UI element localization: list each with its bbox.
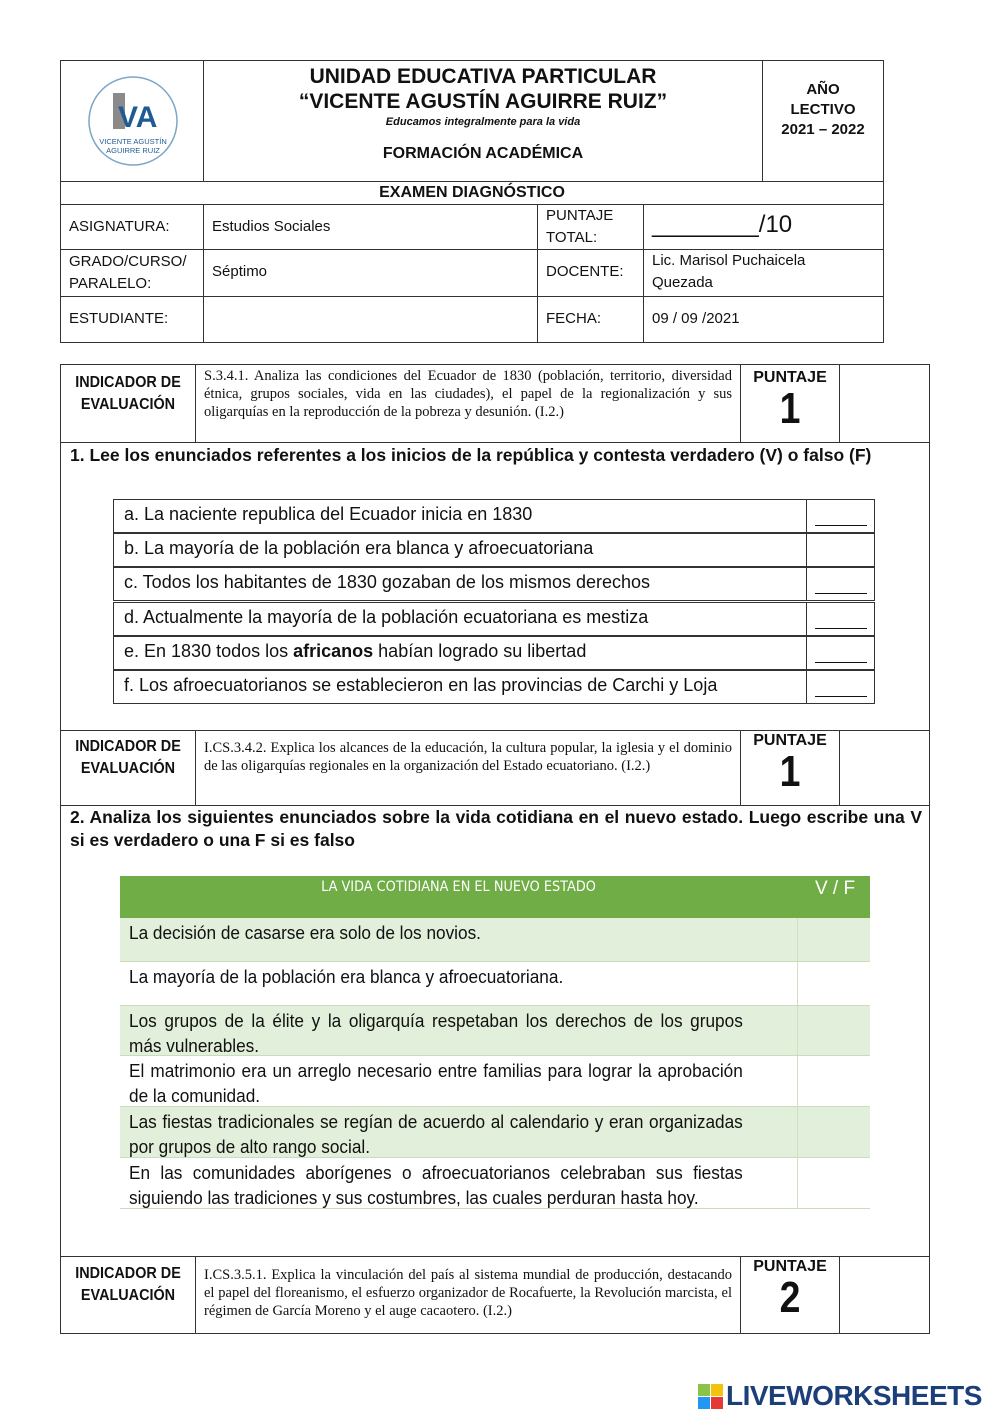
teacher-label: DOCENTE: [537,249,644,297]
statement-text: La decisión de casarse era solo de los novios. [129,922,481,943]
vf-answer-field[interactable] [797,1056,870,1106]
vf-answer-field[interactable] [797,1107,870,1157]
indicator-text: I.CS.3.4.2. Explica los alcances de la educación, la cultura popular, la iglesia y el dominio de las oligarquías regionales en la organización del Estado ecuatoriano. (I.2.) [195,730,741,806]
live-icon [698,1384,723,1409]
vida-table-row [120,1056,870,1107]
vida-table-row [120,962,870,1006]
school-header [203,60,763,182]
question-2-title: 2. Analiza los siguientes enunciados sobre la vida cotidiana en el nuevo estado. Luego escribe una V si es verdadero o una F si es falso [70,807,922,850]
indicator-score: PUNTAJE 2 [740,1256,840,1334]
table-title: LA VIDA COTIDIANA EN EL NUEVO ESTADO [321,879,596,895]
school-year [762,60,884,182]
indicator-text: I.CS.3.5.1. Explica la vinculación del país al sistema mundial de producción, destacando el papel del floreanismo, el esfuerzo organizador de Rocafuerte, la Revolución marcista, el régimen de García Moreno y el auge cacaotero. (I.2.) [195,1256,741,1334]
student-label: ESTUDIANTE: [60,296,204,343]
year-label: LECTIVO [790,101,856,118]
vida-table-row [120,918,870,962]
statement-text: b. La mayoría de la población era blanca y afroecuatoriana [124,538,594,559]
exam-title: EXAMEN DIAGNÓSTICO [60,181,884,205]
subject-value: Estudios Sociales [203,204,538,250]
answer-field[interactable] [806,568,875,600]
school-name-line2: “VICENTE AGUSTÍN AGUIRRE RUIZ” [298,90,668,113]
vida-table-header [120,876,870,918]
statement-text: El matrimonio era un arreglo necesario entre familias para lograr la aprobación de la comunidad. [129,1060,743,1106]
watermark-text: LIVEWORKSHEETS [726,1380,982,1411]
score-field[interactable] [839,1256,930,1334]
svg-text:VICENTE AGUSTÍN: VICENTE AGUSTÍN [99,137,167,146]
statement-text: En las comunidades aborígenes o afroecuatorianos celebraban sus fiestas siguiendo las tradiciones y sus costumbres, las cuales perduran hasta hoy. [129,1162,743,1208]
statement-row [113,499,875,533]
school-name-line1: UNIDAD EDUCATIVA PARTICULAR [309,65,657,88]
answer-field[interactable] [806,534,875,566]
statement-text: a. La naciente republica del Ecuador inicia en 1830 [124,504,533,524]
statement-text: e. En 1830 todos los africanos habían logrado su libertad [124,640,587,661]
grade-value: Séptimo [203,249,538,297]
department: FORMACIÓN ACADÉMICA [382,145,584,162]
student-name-field[interactable] [203,296,538,343]
vf-answer-field[interactable] [797,918,870,961]
question-1-title: 1. Lee los enunciados referentes a los inicios de la república y contesta verdadero (V) o falso (F) [70,445,872,465]
statement-row [113,602,875,636]
statement-text: Los grupos de la élite y la oligarquía respetaban los derechos de los grupos más vulnerables. [129,1010,743,1056]
statement-row [113,567,875,601]
school-motto: Educamos integralmente para la vida [385,116,581,128]
statement-text: f. Los afroecuatorianos se establecieron en las provincias de Carchi y Loja [124,675,718,695]
vf-answer-field[interactable] [797,962,870,1005]
vida-table-row [120,1107,870,1158]
logo-initials: VA [118,101,158,134]
date-label: FECHA: [537,296,644,343]
logo-cell [60,60,204,182]
answer-field[interactable] [806,637,875,669]
indicator-text: S.3.4.1. Analiza las condiciones del Ecuador de 1830 (población, territorio, diversidad étnica, grupos sociales, vida en las ciudades), el papel de la regionalización y sus oligarquías en la reproducción de la pobreza y desunión. (I.2.) [195,364,741,443]
statement-text: Las fiestas tradicionales se regían de acuerdo al calendario y eran organizadas por grupos de alto rango social. [129,1111,743,1157]
statement-row [113,533,875,567]
vf-answer-field[interactable] [797,1006,870,1055]
vida-table-row [120,1158,870,1209]
statement-text: d. Actualmente la mayoría de la población ecuatoriana es mestiza [124,606,649,627]
answer-field[interactable] [806,500,875,532]
indicator-label: INDICADOR DE EVALUACIÓN [60,1256,196,1334]
date-value: 09 / 09 /2021 [643,296,884,343]
statement-text: c. Todos los habitantes de 1830 gozaban de los mismos derechos [124,572,650,593]
total-score-field[interactable]: ________/10 [643,204,884,250]
indicator-score: PUNTAJE 1 [740,364,840,443]
teacher-value: Lic. Marisol Puchaicela Quezada [643,249,884,297]
indicator-label: INDICADOR DE EVALUACIÓN [60,364,196,443]
statement-row [113,670,875,704]
year-label: AÑO [806,81,840,98]
statement-text: La mayoría de la población era blanca y afroecuatoriana. [129,966,564,987]
indicator-score: PUNTAJE 1 [740,730,840,806]
statement-row [113,636,875,670]
vf-header: V / F [814,878,856,899]
subject-label: ASIGNATURA: [60,204,204,250]
svg-text:AGUIRRE RUIZ: AGUIRRE RUIZ [106,146,160,155]
score-field[interactable] [839,730,930,806]
answer-field[interactable] [806,603,875,635]
year-value: 2021 – 2022 [781,121,865,138]
score-field[interactable] [839,364,930,443]
liveworksheets-logo [698,1380,982,1412]
indicator-label: INDICADOR DE EVALUACIÓN [60,730,196,806]
score-label: PUNTAJE TOTAL: [537,204,644,250]
vida-table-row [120,1006,870,1056]
school-logo [61,61,203,181]
grade-label: GRADO/CURSO/ PARALELO: [60,249,204,297]
answer-field[interactable] [806,671,875,703]
vf-answer-field[interactable] [797,1158,870,1208]
